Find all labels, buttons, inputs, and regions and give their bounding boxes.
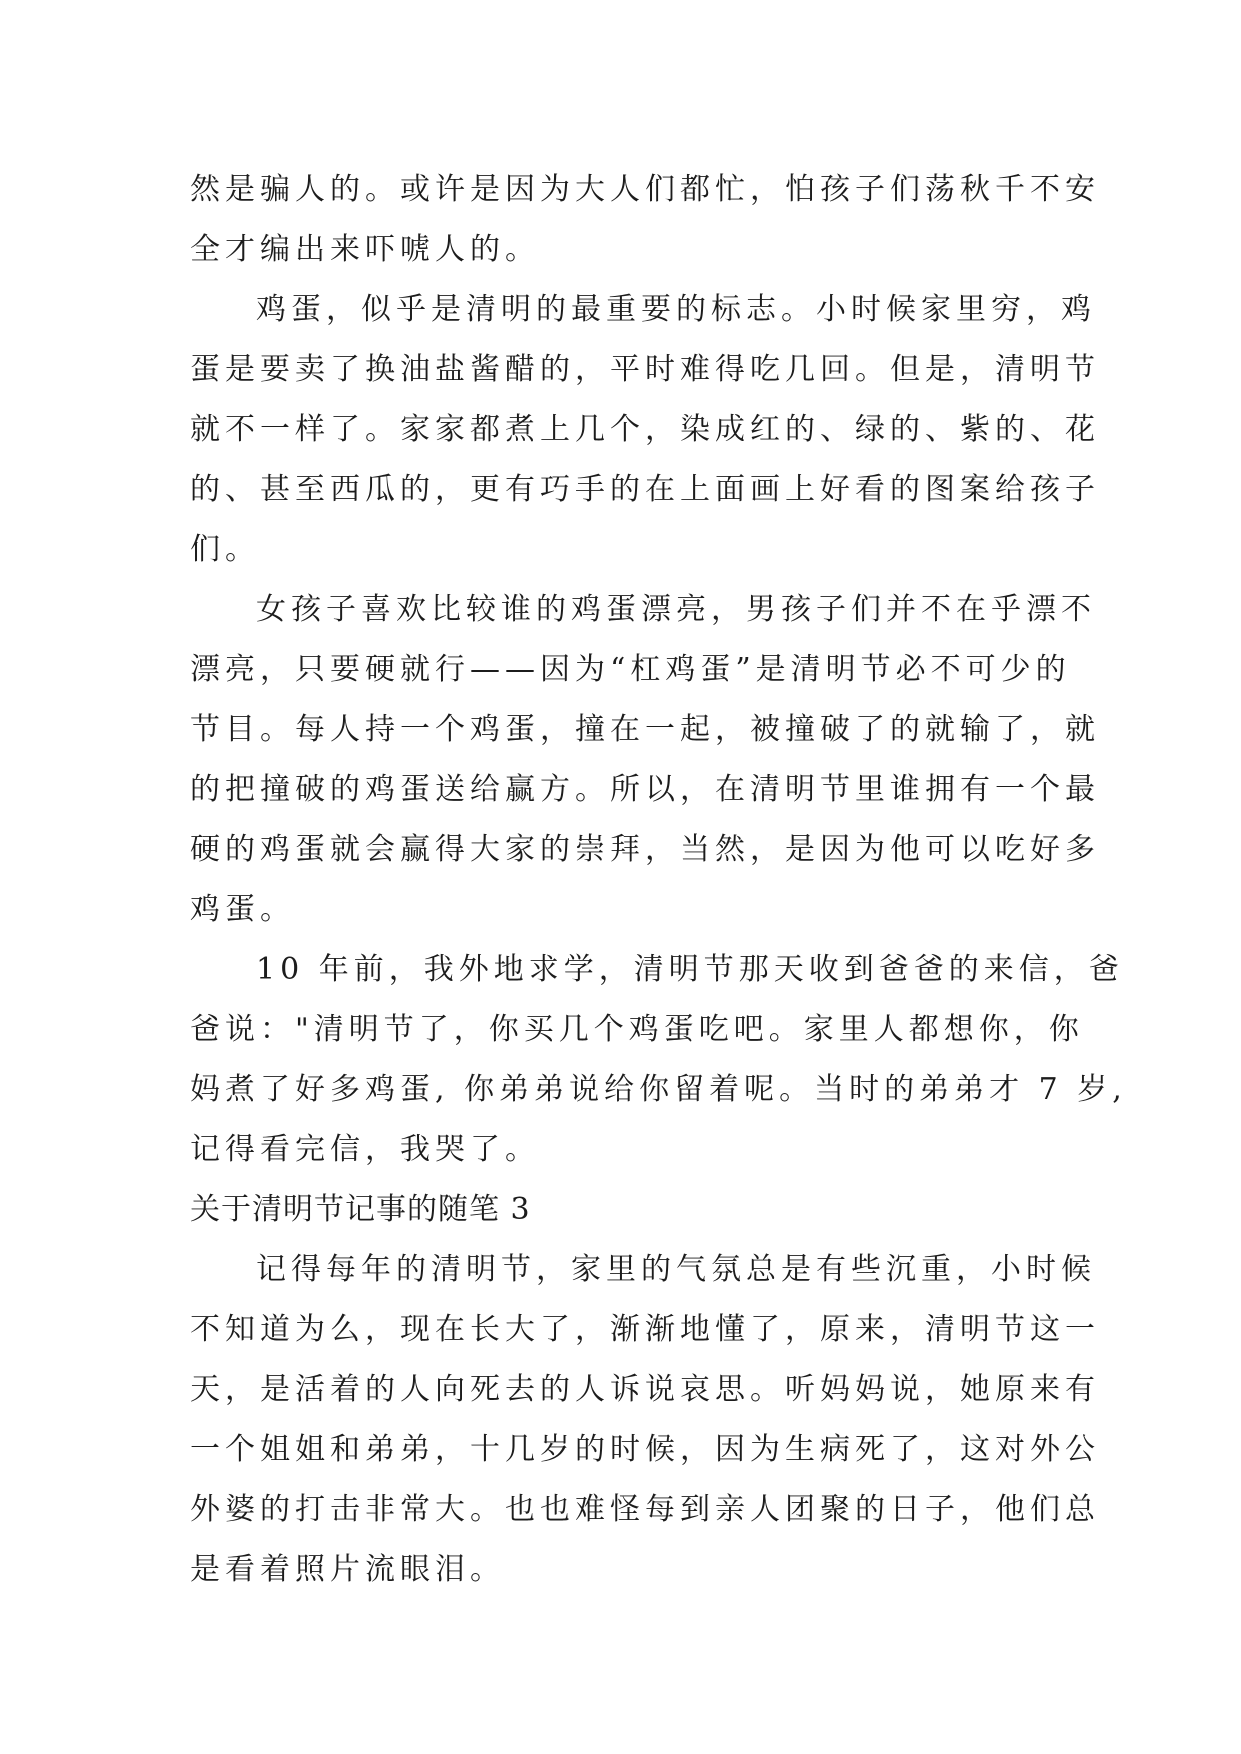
text-line: 节目。每人持一个鸡蛋，撞在一起，被撞破了的就输了，就 [190, 712, 1100, 747]
section-heading [190, 1180, 1050, 1240]
text-line: 鸡蛋，似乎是清明的最重要的标志。小时候家里穷，鸡 [256, 292, 1096, 327]
paragraph-letter [190, 940, 1127, 1180]
text-line: 外婆的打击非常大。也也难怪每到亲人团聚的日子，他们总 [190, 1492, 1100, 1527]
text-line: 然是骗人的。或许是因为大人们都忙，怕孩子们荡秋千不安 [190, 172, 1100, 207]
text-line: 就不一样了。家家都煮上几个，染成红的、绿的、紫的、花 [190, 412, 1100, 447]
text-line: 女孩子喜欢比较谁的鸡蛋漂亮，男孩子们并不在乎漂不 [256, 592, 1096, 627]
text-line: 不知道为么，现在长大了，渐渐地懂了，原来，清明节这一 [190, 1312, 1100, 1347]
text-line: 鸡蛋。 [190, 892, 295, 927]
section-title: 关于清明节记事的随笔 3 [190, 1192, 531, 1227]
document-body [190, 160, 1127, 1600]
text-line: 硬的鸡蛋就会赢得大家的崇拜，当然，是因为他可以吃好多 [190, 832, 1100, 867]
text-line: 们。 [190, 532, 260, 567]
text-line: 的、甚至西瓜的，更有巧手的在上面画上好看的图案给孩子 [190, 472, 1100, 507]
text-line: 一个姐姐和弟弟，十几岁的时候，因为生病死了，这对外公 [190, 1432, 1100, 1467]
text-line: 是看着照片流眼泪。 [190, 1552, 505, 1587]
text-line: 爸说："清明节了，你买几个鸡蛋吃吧。家里人都想你，你 [190, 1012, 1084, 1047]
text-line: 妈煮了好多鸡蛋, 你弟弟说给你留着呢。当时的弟弟才 7 岁, [190, 1072, 1127, 1107]
text-line: 10 年前，我外地求学，清明节那天收到爸爸的来信，爸 [256, 952, 1124, 987]
paragraph-eggs [190, 280, 1100, 580]
text-line: 蛋是要卖了换油盐酱醋的，平时难得吃几回。但是，清明节 [190, 352, 1100, 387]
paragraph-continuation [190, 160, 1100, 280]
text-line: 漂亮，只要硬就行——因为“杠鸡蛋”是清明节必不可少的 [190, 652, 1071, 687]
text-line: 全才编出来吓唬人的。 [190, 232, 540, 267]
text-line: 的把撞破的鸡蛋送给赢方。所以，在清明节里谁拥有一个最 [190, 772, 1100, 807]
paragraph-memory [190, 1240, 1100, 1600]
text-line: 记得每年的清明节，家里的气氛总是有些沉重，小时候 [256, 1252, 1096, 1287]
text-line: 天，是活着的人向死去的人诉说哀思。听妈妈说，她原来有 [190, 1372, 1100, 1407]
paragraph-egg-fight [190, 580, 1100, 940]
text-line: 记得看完信，我哭了。 [190, 1132, 540, 1167]
